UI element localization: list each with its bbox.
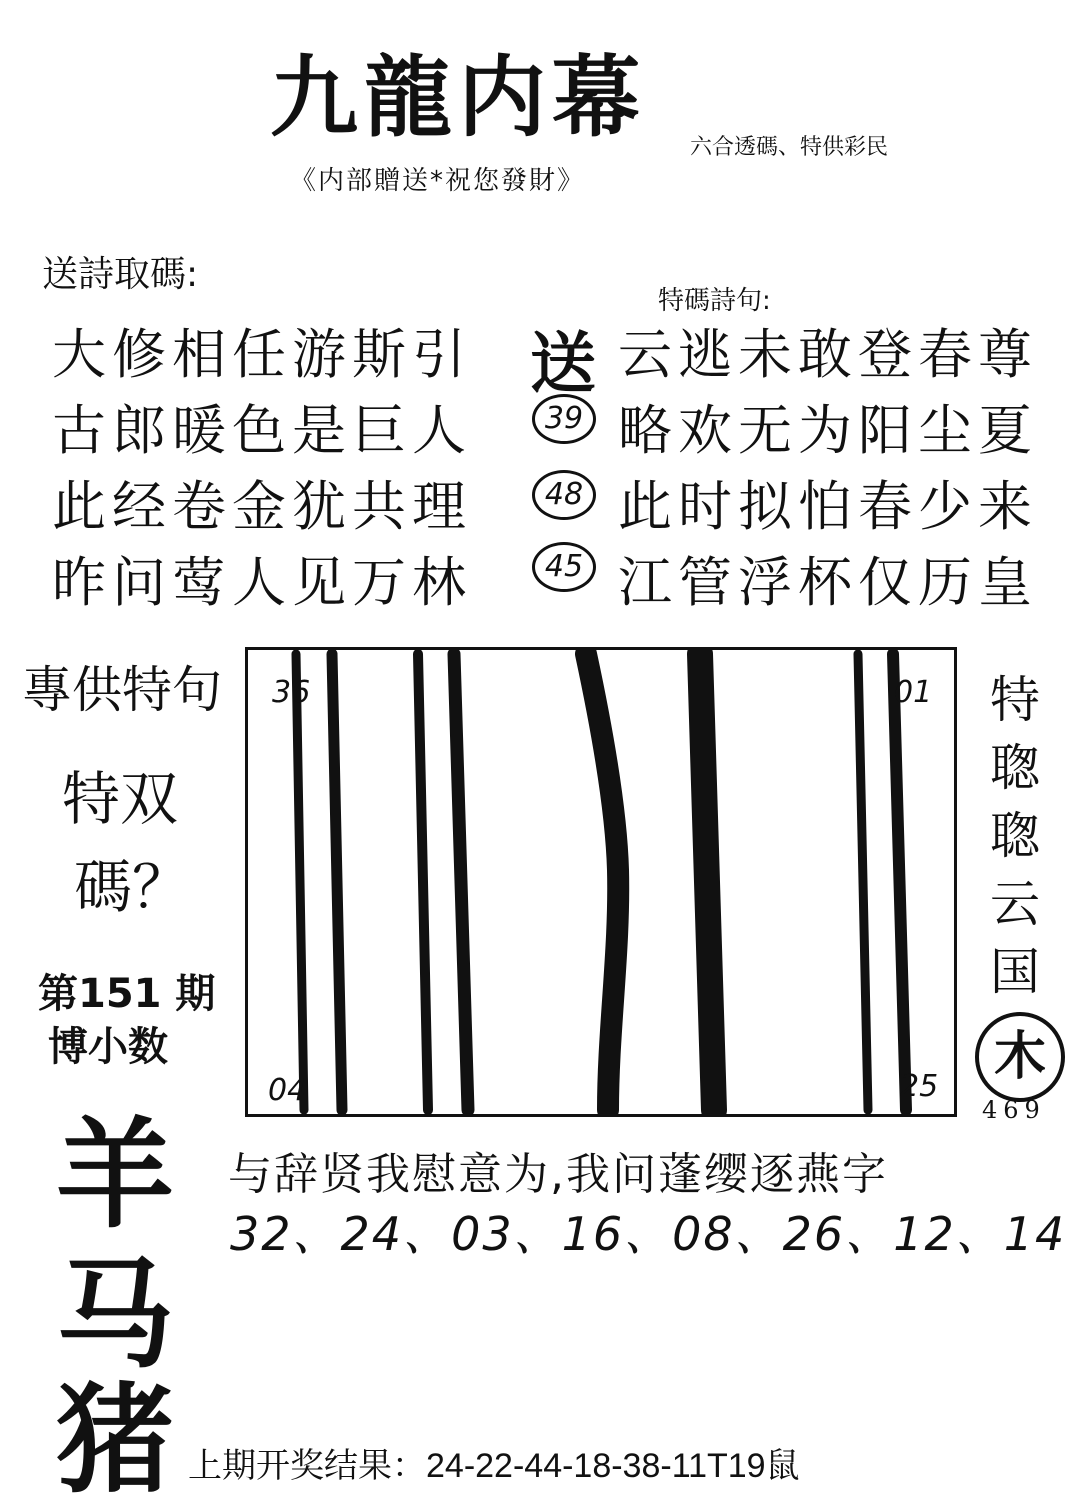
circle-number-badge: 48 [532,470,596,520]
right-char: 聦 [990,807,1040,865]
special-line: 略欢无为阳尘夏 [618,399,1038,462]
special-line: 此时拟怕春少来 [618,475,1038,538]
zodiac-char: 马 [55,1245,174,1384]
special-code-text: 碼？ [74,853,191,921]
corner-label-bottom-left: 04 [268,1073,307,1108]
issue-number: 第151 期 [38,971,216,1017]
puzzle-image [245,647,957,1117]
right-char: 云 [990,875,1040,933]
poem-line: 此经卷金犹共理 [52,475,472,538]
element-badge: 木 [975,1012,1065,1102]
last-draw-result: 上期开奖结果：24-22-44-18-38-11T19鼠 [188,1447,800,1485]
zodiac-char: 猪 [55,1370,174,1500]
circle-number-badge: 39 [532,394,596,444]
special-line: 云逃未敢登春尊 [618,323,1038,386]
circle-number-badge: 45 [532,542,596,592]
send-label: 送 [530,325,596,402]
numbers-line: 32、24、03、16、08、26、12、14 [230,1207,1067,1261]
tagline: 六合透碼、特供彩民 [690,135,889,160]
poem-heading: 送詩取碼: [42,254,199,295]
corner-label-top-left: 36 [272,675,311,710]
special-heading: 特碼詩句: [658,286,771,316]
clue-characters-line: 与辞贤我慰意为,我问蓬缨逐燕字 [228,1149,888,1200]
right-char: 特 [990,671,1040,729]
corner-label-bottom-right: 25 [900,1069,939,1104]
poem-line: 昨问莺人见万林 [52,551,472,614]
special-phrase-heading: 專供特句 [22,661,222,719]
corner-label-top-right: 01 [894,675,933,710]
vertical-strokes-illustration [248,650,954,1114]
issue-subtitle: 博小数 [48,1024,168,1070]
subtitle: 《内部贈送*祝您發財》 [290,166,586,196]
element-numbers: 469 [982,1096,1046,1124]
poem-line: 古郎暖色是巨人 [52,399,472,462]
special-line: 江管浮杯仅历皇 [618,551,1038,614]
right-char: 聦 [990,739,1040,797]
page-title: 九龍内幕 [270,45,647,149]
right-char: 国 [990,943,1040,1001]
zodiac-char: 羊 [55,1105,174,1244]
poem-line: 大修相任游斯引 [52,323,472,386]
special-double-text: 特双 [62,765,179,833]
